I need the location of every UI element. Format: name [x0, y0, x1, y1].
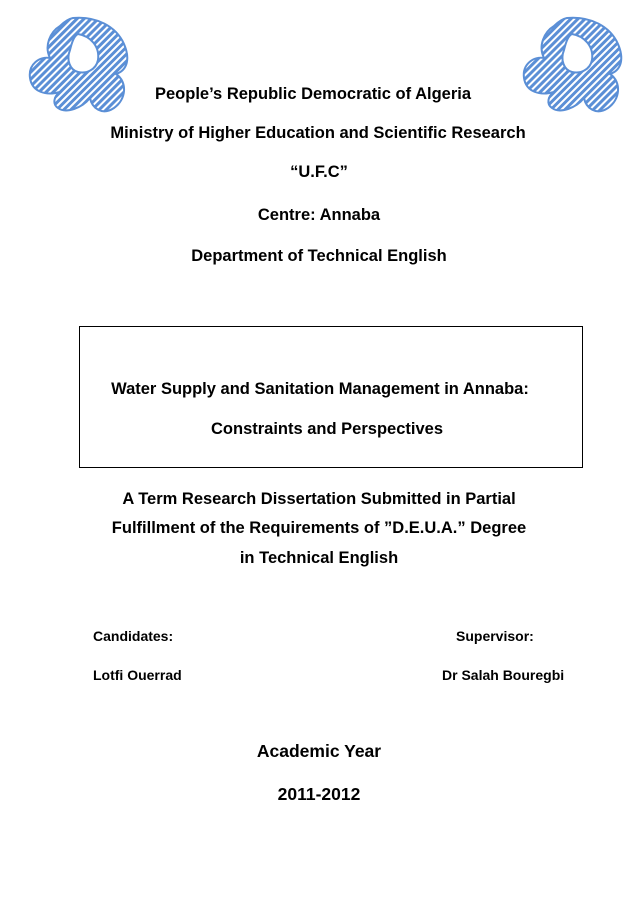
subtitle-line-1: A Term Research Dissertation Submitted in Partial — [122, 490, 516, 508]
title-box — [79, 326, 583, 468]
header-country: People’s Republic Democratic of Algeria — [154, 85, 472, 103]
header-centre: Centre: Annaba — [257, 206, 381, 224]
header-university: “U.F.C” — [290, 163, 348, 181]
university-emblem-icon-left — [18, 12, 138, 132]
academic-year-label: Academic Year — [256, 741, 382, 761]
title-line-1: Water Supply and Sanitation Management in Annaba: — [111, 380, 529, 398]
supervisor-label: Supervisor: — [456, 628, 534, 644]
candidate-name: Lotfi Ouerrad — [93, 667, 182, 683]
subtitle-line-3: in Technical English — [239, 549, 399, 567]
subtitle-line-2: Fulfillment of the Requirements of ”D.E.U.A.” Degree — [111, 519, 527, 537]
university-emblem-icon-right — [512, 12, 632, 132]
academic-year-value: 2011-2012 — [277, 784, 361, 804]
candidates-label: Candidates: — [93, 628, 174, 644]
header-department: Department of Technical English — [191, 247, 447, 265]
supervisor-name: Dr Salah Bouregbi — [442, 667, 565, 683]
header-ministry: Ministry of Higher Education and Scientific Research — [110, 124, 526, 142]
title-line-2: Constraints and Perspectives — [211, 420, 443, 438]
